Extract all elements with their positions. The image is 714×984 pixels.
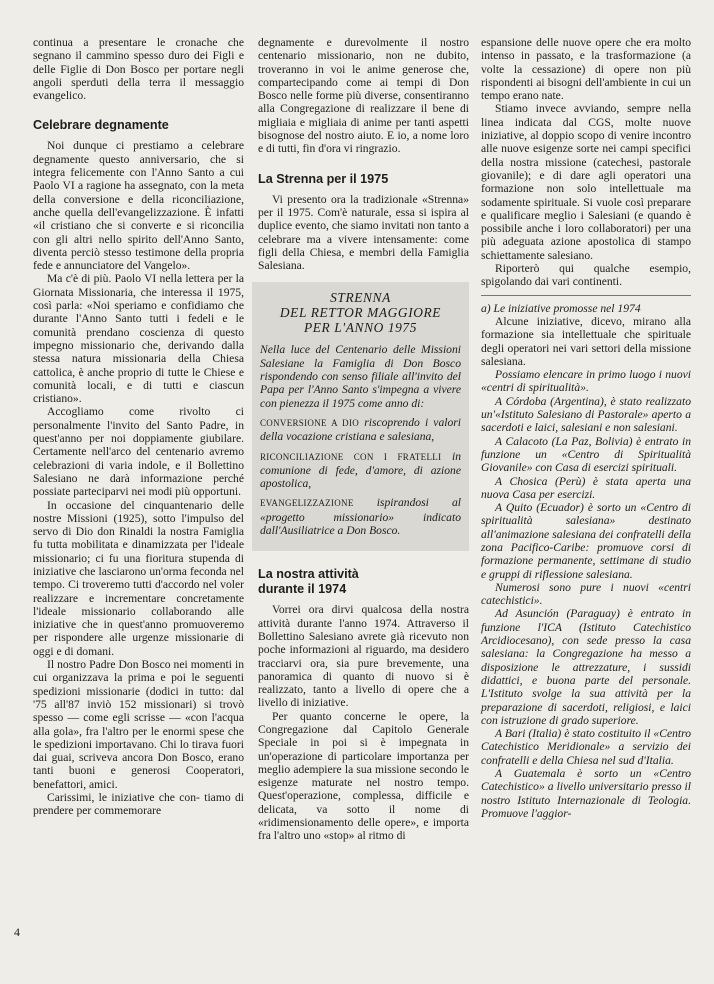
example-quito: A Quito (Ecuador) è sorto un «Centro di spiritualità salesiana» destinato all'animazione salesiana dei confratelli della zona Pacifico-Caribe: promuove corsi di formazione permanente, settimane di studio e gruppi di riflessione salesiana. [481, 501, 691, 581]
strenna-box [252, 282, 469, 551]
paragraph: continua a presentare le cronache che segnano il cammino spesso duro dei Figli e delle Figlie di Don Bosco per portare negli angoli sperduti della terra il messaggio evangelico. [33, 36, 244, 103]
paragraph: In occasione del cinquantenario delle nostre Missioni (1925), sotto l'impulso del servo di Dio don Rinaldi la nostra Famiglia fu tutta mobilitata e dinamizzata per l'ideale missionario; ci fu una fioritura stupenda di iniziative che lasciarono un'orma feconda nel tempo. Ci troveremo tutti d'accordo nel voler realizzare e incrementare concretamente l'ideale missionario collaborando alle iniziative che in quest'anno promuoveremo per rispondere alle urgenze missionarie di oggi e di domani. [33, 498, 244, 658]
paragraph: Riporterò qui qualche esempio, spigolando dai vari continenti. [481, 262, 691, 289]
paragraph: Alcune iniziative, dicevo, mirano alla formazione sia intellettuale che spirituale degli operatori nei vari settori della missione salesiana. [481, 314, 691, 368]
strenna-intro: Nella luce del Centenario delle Missioni Salesiane la Famiglia di Don Bosco rispondendo con senso filiale all'invito del Papa per l'Anno Santo s'impegna a vivere con pienezza il 1975 come anno di: [260, 343, 461, 410]
paragraph: Vorrei ora dirvi qualcosa della nostra attività durante l'anno 1974. Attraverso il Bollettino Salesiano avrete già ricevuto non poche informazioni al riguardo, ma desidero tracciarvi ora, sia pure brevemente, una panoramica di quanto di nuovo si è realizzato, tanto a livello di opere che a livello di iniziative. [258, 603, 469, 710]
example-guatemala: A Guatemala è sorto un «Centro Catechistico» a livello universitario presso il nostro Istituto Internazionale di Teologia. Promuove l'aggior- [481, 767, 691, 820]
subheading-iniziative: a) Le iniziative promosse nel 1974 [481, 301, 641, 315]
box-title-line: PER L'ANNO 1975 [303, 320, 418, 336]
example-cordoba: A Córdoba (Argentina), è stato realizzato un'«Istituto Salesiano di Pastorale» aperto a sacerdoti e laici, salesiani e non salesiani. [481, 394, 691, 435]
paragraph: Possiamo elencare in primo luogo i nuovi «centri di spiritualità». [481, 368, 691, 395]
example-asuncion: Ad Asunción (Paraguay) è entrato in funzione l'ICA (Istituto Catechistico Arcidiocesano), con sede presso la casa salesiana: la Congregazione ha messo a disposizione le attrezzature, i sussidi didattici, e buona parte del personale. L'Istituto svolge la sua attività per la preparazione di sacerdoti, religiosi, e laici con istruzione di grado superiore. [481, 607, 691, 727]
paragraph: degnamente e durevolmente il nostro centenario missionario, non ne dubito, troveranno in voi le anime generose che, compartecipando come ai tempi di Don Bosco nelle forme più diverse, consentiranno alla Congregazione di realizzare il bene di migliaia e migliaia di anime per tanti aspetti bisognose del nostro aiuto. E io, a nome loro e di tutti, fin d'ora vi ringrazio. [258, 36, 469, 156]
paragraph: Carissimi, le iniziative che con- tiamo di prendere per commemorare [33, 791, 244, 818]
page-number: 4 [14, 925, 20, 939]
section-heading-attivita [258, 567, 469, 597]
paragraph: Accogliamo come rivolto ci personalmente l'invito del Santo Padre, in quest'anno per noi doppiamente giubilare. Certamente nell'arco del centenario avremo celebrazioni di varia indole, e il Bollettino Salesiano ne darà informazione perché possiate parteciparvi nei modi più opportuni. [33, 405, 244, 499]
item-text: ispirandosi al «progetto missionario» indicato dall'Ausiliatrice a Don Bosco. [260, 496, 461, 538]
box-title-line: STRENNA [330, 290, 391, 306]
strenna-item-riconciliazione [260, 450, 461, 491]
paragraph: Noi dunque ci prestiamo a celebrare degnamente questo anniversario, che si integra felicemente con l'Anno Santo a cui Paolo VI a ragione ha assegnato, con la meta della conversione e della riconciliazione, anche quella dell'evangelizzazione. È infatti «il cristiano che si converte e si riconcilia con gli altri nello spirito dell'Anno Santo, diventa perciò stesso testimone della propria fede e annunciatore del Vangelo». [33, 139, 244, 273]
example-calacoto: A Calacoto (La Paz, Bolivia) è entrato in funzione un «Centro di Spiritualità Giovanile» con Casa di esercizi spirituali. [481, 434, 691, 475]
paragraph: Per quanto concerne le opere, la Congregazione dal Capitolo Generale Speciale in poi si è impegnata in un'operazione di particolare importanza per meglio adempiere la sua missione secondo le esigenze maturate nel nostro tempo. Quest'operazione, complessa, difficile e delicata, va sotto il nome di «ridimensionamento delle opere», e importa fra l'altro uno «stop» al ritmo di [258, 709, 469, 843]
item-caps: CONVERSIONE A DIO [260, 417, 360, 428]
section-heading-strenna: La Strenna per il 1975 [258, 171, 389, 186]
item-caps: RICONCILIAZIONE CON I FRATELLI [260, 451, 442, 462]
item-text: riscoprendo i valori della vocazione cristiana e salesiana, [260, 415, 461, 444]
paragraph: Vi presento ora la tradizionale «Strenna» per il 1975. Com'è naturale, essa si ispira al duplice evento, che siamo invitati non tanto a celebrare ma a vivere intensamente: come figli della Chiesa, e membri della Famiglia Salesiana. [258, 192, 469, 273]
strenna-box-title [260, 290, 461, 335]
heading-line: durante il 1974 [258, 582, 347, 597]
example-chosica: A Chosica (Perù) è stata aperta una nuova Casa per esercizi. [481, 474, 691, 501]
paragraph: Stiamo invece avviando, sempre nella linea indicata dal CGS, molte nuove iniziative, al doppio scopo di venire incontro alle nuove esigenze sorte nei campi specifici della nostra missione (catechesi, pastorale giovanile); e di dare agli operatori una formazione non solo intellettuale ma sodamente spirituale. Si vuole così preparare e qualificare meglio i Salesiani (e quando è possibile anche i loro collaboratori) per una più adeguata azione apostolica di stampo schiettamente salesiano. [481, 102, 691, 262]
heading-line: La nostra attività [258, 567, 359, 582]
column-1 [33, 36, 244, 818]
paragraph: Ma c'è di più. Paolo VI nella lettera per la Giornata Missionaria, che interessa il 1975, così parla: «Noi speriamo e confidiamo che durante l'Anno Santo tutti i fedeli e le comunità prendano coscienza di questo impegno missionario che, derivando dalla stessa natura missionaria della Chiesa cattolica, è anche proprio di tutte le Chiese e comunità locali, e di tutti e ciascun cristiano». [33, 272, 244, 406]
section-heading-celebrare: Celebrare degnamente [33, 118, 169, 133]
column-2 [258, 36, 469, 843]
paragraph: Numerosi sono pure i nuovi «centri catechistici». [481, 580, 691, 608]
paragraph: espansione delle nuove opere che era molto intenso in passato, e la trasformazione (a volte la cessazione) di opere non più rispondenti ai bisogni dell'ambiente in cui un tempo erano nate. [481, 36, 691, 103]
column-3 [481, 36, 691, 820]
strenna-item-evangelizzazione [260, 496, 461, 537]
divider [481, 295, 691, 296]
example-bari: A Bari (Italia) è stato costituito il «Centro Catechistico Meridionale» a servizio dei confratelli e della Chiesa nel sud d'Italia. [481, 727, 691, 767]
box-title-line: DEL RETTOR MAGGIORE [279, 305, 442, 321]
paragraph: Il nostro Padre Don Bosco nei momenti in cui organizzava la prima e poi le seguenti spedizioni missionarie (dodici in tutto: dal '75 all'87 inviò 152 missionari) si trovò spesso — come egli scrisse — «con l'acqua alla gola», fra l'altro per le enormi spese che le spedizioni importavano. Chi lo tirava fuori dai guai, scriveva ancora Don Bosco, erano tanti buoni e generosi Cooperatori, benefattori, amici. [33, 658, 244, 791]
item-caps: EVANGELIZZAZIONE [260, 498, 354, 509]
strenna-item-conversione [260, 416, 461, 444]
item-text: in comunione di fede, d'amore, di azione apostolica, [260, 449, 462, 491]
